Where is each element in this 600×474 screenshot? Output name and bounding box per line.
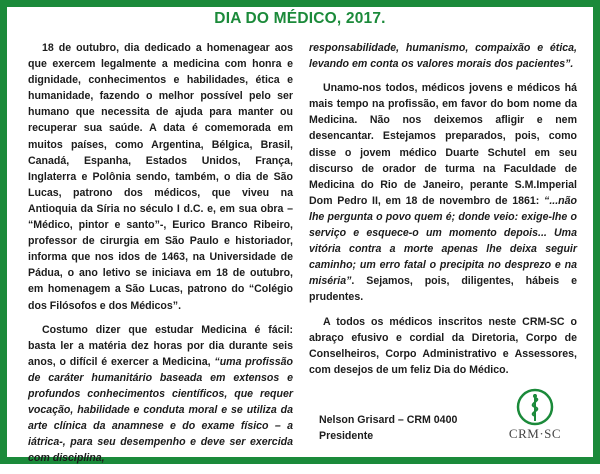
caduceus-icon — [515, 388, 555, 426]
left-column — [28, 40, 293, 474]
signature-block — [319, 412, 457, 444]
paragraph-medicine-continued — [309, 40, 577, 72]
paragraph-unity — [309, 80, 577, 305]
paragraph-unity-quote: “...não lhe pergunta o povo quem é; donde veio: exige-lhe o serviço e esquece-o um momento depois... Uma vitória contra a morte apenas lhe deixa seguir caminho; um erro fatal o precipita no desprezo e na miséria” — [309, 194, 577, 288]
signature-role: Presidente — [319, 430, 374, 443]
right-column — [309, 40, 577, 386]
paragraph-medicine-text: Costumo dizer que estudar Medicina é fácil: basta ler a matéria dez horas por dia durante seis anos, o difícil é exercer a Medicina, — [28, 323, 293, 368]
document-title: DIA DO MÉDICO, 2017. — [214, 10, 386, 27]
logo-text: CRM·SC — [508, 426, 562, 441]
signature-name: Nelson Grisard – CRM 0400 — [319, 414, 458, 426]
paragraph-medicine-quote-end: responsabilidade, humanismo, compaixão e ética, levando em conta os valores morais dos pacientes”. — [309, 42, 577, 71]
paragraph-medicine-quote: “uma profissão de caráter humanitário baseada em extensos e profundos conhecimentos científicos, que requer vocação, habilidade e conduta moral e se utiliza da arte clínica da anamnese e do exame físico – a iátrica-, para seu desempenho e deve ser exercida com disciplina, — [28, 355, 293, 465]
paragraph-medicine — [28, 322, 293, 467]
crm-sc-logo — [500, 388, 570, 448]
paragraph-intro: 18 de outubro, dia dedicado a homenagear aos que exercem legalmente a medicina com honra e dignidade, conhecimentos e habilidades, ética e humanidade, fazendo o melhor possível pelo ser humano que necessita de ajuda para manter ou recuperar sua saúde. A data é comemorada em muitos países, como Argentina, Bélgica, Brasil, Canadá, Espanha, Estados Unidos, França, Inglaterra e Polônia sendo, também, o dia de São Lucas, patrono dos médicos, que viveu na Antioquia da Síria no século I d.C. e, em sua obra – “Médico, pintor e santo”-, Eurico Branco Ribeiro, professor de cirurgia em São Paulo e historiador, informa que nos idos de 1463, na Universidade de Pádua, o ano letivo se iniciava em 18 de outubro, em homenagem a São Lucas, patrono do “Colégio dos Filósofos e dos Médicos”. — [28, 42, 293, 312]
paragraph-unity-end: . Sejamos, pois, diligentes, hábeis e prudentes. — [309, 275, 577, 304]
paragraph-unity-text: Unamo-nos todos, médicos jovens e médicos há mais tempo na profissão, em favor do bom nome da Medicina. Não nos deixemos afligir e nem desencantar. Estejamos preparados, pois, como disse o jovem médico Duarte Schutel em seu discurso de orador de turma na Faculdade de Medicina do Rio de Janeiro, perante S.M.Imperial Dom Pedro II, em 18 de novembro de 1861: — [309, 82, 577, 207]
paragraph-greeting: A todos os médicos inscritos neste CRM-SC o abraço efusivo e cordial da Diretoria, Corpo de Conselheiros, Corpo Administrativo e Assessores, com desejos de um feliz Dia do Médico. — [309, 315, 577, 376]
